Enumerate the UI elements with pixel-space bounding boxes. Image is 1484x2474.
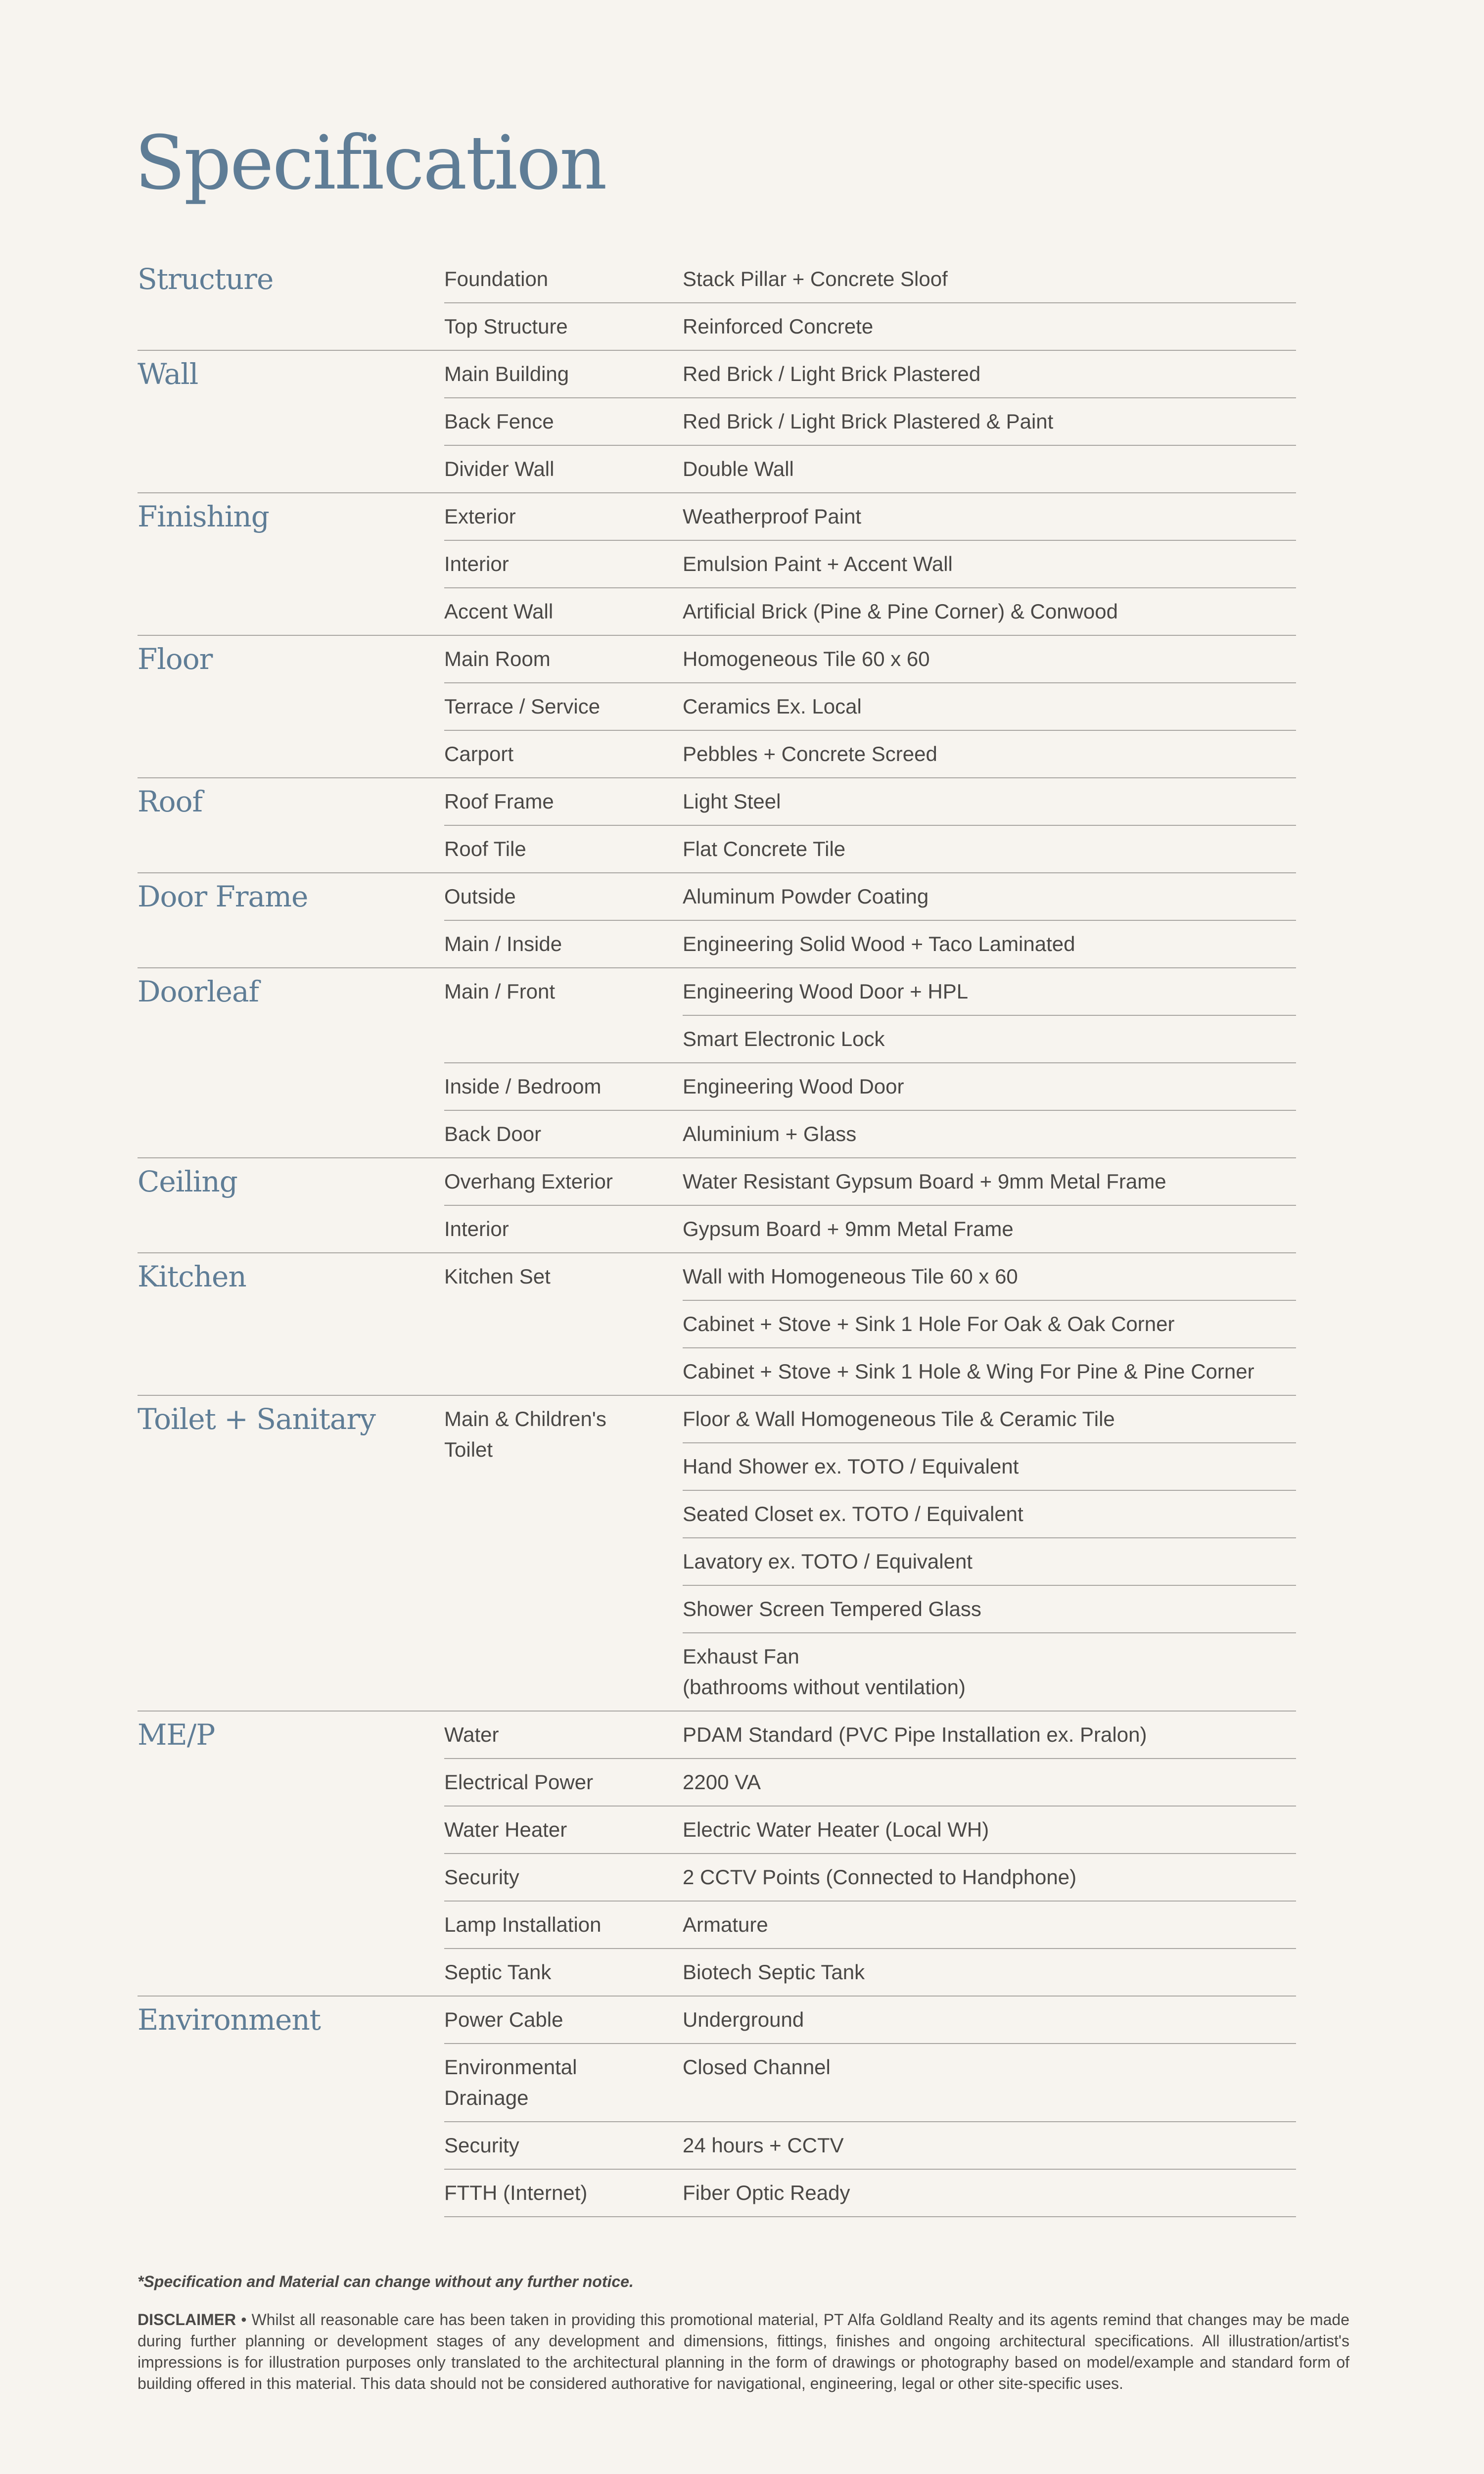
item-label: Main & Children's Toilet <box>444 1407 606 1461</box>
item-value: Engineering Wood Door + HPL <box>683 980 969 1003</box>
item-label: Water Heater <box>444 1818 567 1841</box>
item-label: Interior <box>444 1217 509 1240</box>
spec-item <box>444 1158 1296 1205</box>
item-value: Closed Channel <box>683 2055 831 2079</box>
spec-item <box>444 302 1296 350</box>
spec-item <box>444 1396 1296 1711</box>
item-value: Floor & Wall Homogeneous Tile & Ceramic Tile <box>683 1407 1115 1430</box>
spec-item <box>444 1712 1296 1758</box>
category-label: Environment <box>138 2003 321 2037</box>
item-value: Underground <box>683 2008 804 2031</box>
disclaimer <box>138 2309 1349 2394</box>
category-label: Door Frame <box>138 880 308 913</box>
spec-item <box>444 873 1296 920</box>
item-label: Accent Wall <box>444 600 554 623</box>
item-label: Divider Wall <box>444 457 555 480</box>
item-value: Artificial Brick (Pine & Pine Corner) & Conwood <box>683 600 1118 623</box>
spec-group <box>138 1253 1296 1396</box>
item-value: Smart Electronic Lock <box>683 1015 1296 1062</box>
item-value: Stack Pillar + Concrete Sloof <box>683 267 948 290</box>
spec-group <box>138 493 1296 636</box>
spec-item <box>444 2043 1296 2121</box>
item-value: Flat Concrete Tile <box>683 837 846 860</box>
item-value: Seated Closet ex. TOTO / Equivalent <box>683 1490 1296 1537</box>
item-value: Fiber Optic Ready <box>683 2181 850 2204</box>
spec-group <box>138 1997 1296 2217</box>
spec-item <box>444 1205 1296 1252</box>
item-label: Roof Tile <box>444 837 526 860</box>
category-label: Kitchen <box>138 1260 246 1293</box>
item-value: 2 CCTV Points (Connected to Handphone) <box>683 1865 1077 1889</box>
item-value: Engineering Wood Door <box>683 1075 904 1098</box>
page-title: Specification <box>135 120 606 206</box>
disclaimer-text: • Whilst all reasonable care has been taken in providing this promotional material, PT Alfa Goldland Realty and its agents remind that changes may be made during further planning or development stages of any development and dimensions, fittings, finishes and ongoing architectural specifications. All illustration/artist's impressions is for illustration purposes only translated to the architectural planning in the form of drawings or photography based on model/example and standard form of building offered in this material. This data should not be considered authorative for navigational, engineering, legal or other site-specific uses. <box>138 2311 1349 2392</box>
spec-item <box>444 1806 1296 1853</box>
item-label: Top Structure <box>444 315 568 338</box>
category-label: Finishing <box>138 500 269 533</box>
item-value: Shower Screen Tempered Glass <box>683 1585 1296 1632</box>
item-value: Hand Shower ex. TOTO / Equivalent <box>683 1442 1296 1490</box>
item-value: Electric Water Heater (Local WH) <box>683 1818 989 1841</box>
spec-group <box>138 256 1296 351</box>
item-value: Water Resistant Gypsum Board + 9mm Metal Frame <box>683 1170 1166 1193</box>
spec-item <box>444 730 1296 777</box>
spec-item <box>444 1062 1296 1110</box>
spec-item <box>444 1853 1296 1901</box>
item-label: Power Cable <box>444 2008 563 2031</box>
item-value: Exhaust Fan (bathrooms without ventilation) <box>683 1632 1296 1711</box>
spec-item <box>444 1110 1296 1157</box>
item-label: Outside <box>444 885 516 908</box>
item-value: Light Steel <box>683 790 781 813</box>
item-label: Main Building <box>444 362 569 385</box>
item-label: Main Room <box>444 647 551 670</box>
item-value: Engineering Solid Wood + Taco Laminated <box>683 932 1075 955</box>
spec-item <box>444 1901 1296 1948</box>
item-value: Armature <box>683 1913 768 1936</box>
item-value: Gypsum Board + 9mm Metal Frame <box>683 1217 1014 1240</box>
item-label: Exterior <box>444 505 516 528</box>
spec-item <box>444 968 1296 1062</box>
category-label: Structure <box>138 262 274 296</box>
spec-group <box>138 1712 1296 1997</box>
category-label: Wall <box>138 357 198 391</box>
item-label: Electrical Power <box>444 1770 594 1794</box>
spec-item <box>444 636 1296 682</box>
disclaimer-heading: DISCLAIMER <box>138 2311 236 2329</box>
spec-group <box>138 636 1296 778</box>
spec-item <box>444 587 1296 635</box>
category-label: Roof <box>138 785 202 818</box>
spec-item <box>444 920 1296 967</box>
spec-item <box>444 2121 1296 2169</box>
spec-group <box>138 1158 1296 1253</box>
spec-item <box>444 445 1296 492</box>
item-value: Ceramics Ex. Local <box>683 695 862 718</box>
item-value: Wall with Homogeneous Tile 60 x 60 <box>683 1265 1018 1288</box>
spec-item <box>444 256 1296 302</box>
item-value: Double Wall <box>683 457 794 480</box>
item-label: Kitchen Set <box>444 1265 551 1288</box>
spec-item <box>444 493 1296 540</box>
item-value: Aluminium + Glass <box>683 1122 857 1145</box>
category-label: ME/P <box>138 1718 215 1752</box>
item-label: FTTH (Internet) <box>444 2181 588 2204</box>
item-label: Security <box>444 2134 519 2157</box>
item-label: Overhang Exterior <box>444 1170 613 1193</box>
item-label: Terrace / Service <box>444 695 601 718</box>
item-value: Lavatory ex. TOTO / Equivalent <box>683 1537 1296 1585</box>
spec-group <box>138 1396 1296 1712</box>
item-label: Environmental Drainage <box>444 2055 577 2109</box>
item-value: Red Brick / Light Brick Plastered & Paint <box>683 410 1054 433</box>
change-notice: *Specification and Material can change without any further notice. <box>138 2273 634 2290</box>
spec-item <box>444 540 1296 587</box>
category-label: Ceiling <box>138 1165 237 1198</box>
item-value: Reinforced Concrete <box>683 315 874 338</box>
spec-item <box>444 351 1296 397</box>
spec-group <box>138 351 1296 493</box>
item-label: Security <box>444 1865 519 1889</box>
spec-group <box>138 968 1296 1158</box>
spec-group <box>138 778 1296 873</box>
item-label: Septic Tank <box>444 1960 552 1984</box>
item-value: Red Brick / Light Brick Plastered <box>683 362 981 385</box>
item-label: Interior <box>444 552 509 575</box>
item-label: Carport <box>444 742 514 765</box>
item-label: Foundation <box>444 267 549 290</box>
item-value: PDAM Standard (PVC Pipe Installation ex. Pralon) <box>683 1723 1147 1746</box>
category-label: Toilet + Sanitary <box>138 1402 375 1436</box>
spec-item <box>444 2169 1296 2217</box>
item-label: Roof Frame <box>444 790 554 813</box>
category-label: Doorleaf <box>138 975 259 1008</box>
item-label: Main / Inside <box>444 932 562 955</box>
spec-item <box>444 682 1296 730</box>
item-value: Pebbles + Concrete Screed <box>683 742 937 765</box>
category-label: Floor <box>138 642 213 676</box>
spec-item <box>444 778 1296 825</box>
item-value: Aluminum Powder Coating <box>683 885 929 908</box>
item-value: Cabinet + Stove + Sink 1 Hole & Wing For Pine & Pine Corner <box>683 1347 1296 1395</box>
spec-item <box>444 397 1296 445</box>
spec-item <box>444 1253 1296 1395</box>
item-label: Back Fence <box>444 410 554 433</box>
item-label: Inside / Bedroom <box>444 1075 602 1098</box>
item-value: Weatherproof Paint <box>683 505 862 528</box>
item-label: Water <box>444 1723 499 1746</box>
item-label: Back Door <box>444 1122 542 1145</box>
spec-item <box>444 1997 1296 2043</box>
item-value: Biotech Septic Tank <box>683 1960 865 1984</box>
spec-group <box>138 873 1296 968</box>
item-label: Main / Front <box>444 980 556 1003</box>
item-label: Lamp Installation <box>444 1913 602 1936</box>
item-value: Homogeneous Tile 60 x 60 <box>683 647 930 670</box>
spec-item <box>444 825 1296 872</box>
item-value: Cabinet + Stove + Sink 1 Hole For Oak & Oak Corner <box>683 1300 1296 1347</box>
item-value: 2200 VA <box>683 1770 761 1794</box>
item-value: 24 hours + CCTV <box>683 2134 844 2157</box>
spec-item <box>444 1948 1296 1996</box>
specification-table <box>138 256 1296 2217</box>
item-value: Emulsion Paint + Accent Wall <box>683 552 953 575</box>
spec-item <box>444 1758 1296 1806</box>
